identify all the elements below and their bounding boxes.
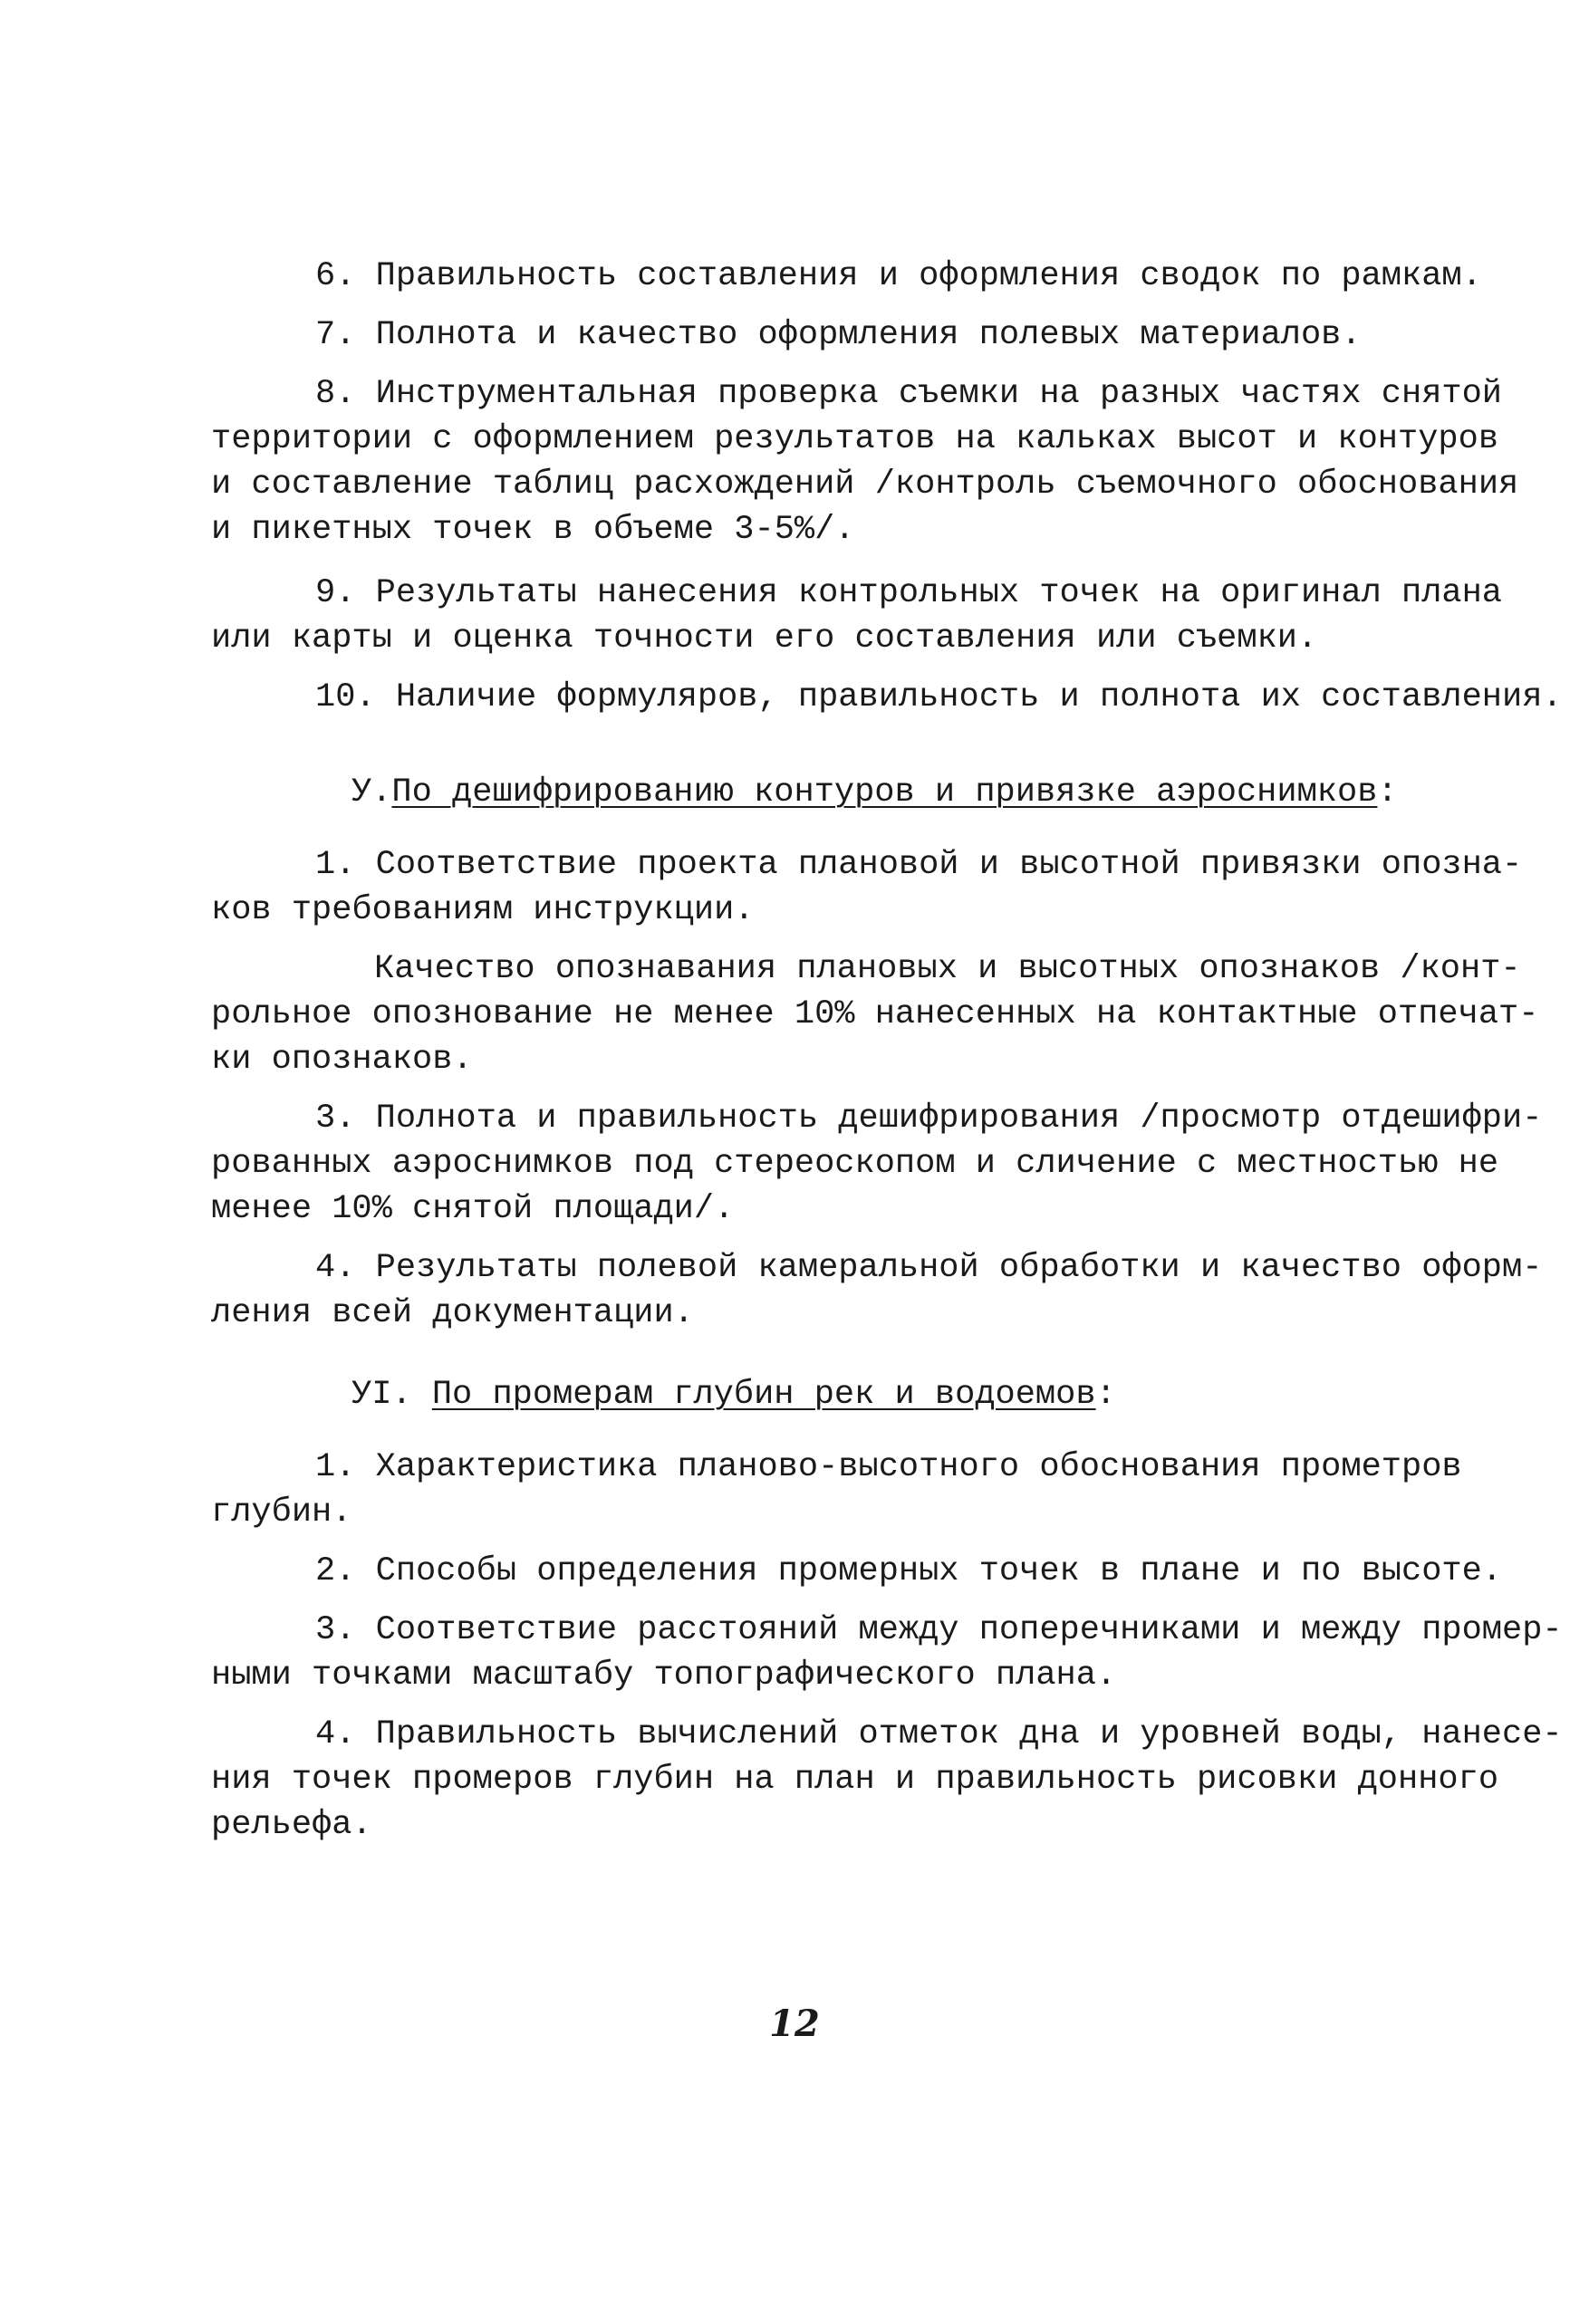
item-line: ков требованиям инструкции. <box>211 891 755 929</box>
list-item-7 <box>211 312 1470 358</box>
item-line: 3. Полнота и правильность дешифрирования /просмотр отдешифри- <box>315 1100 1543 1138</box>
item-line: 2. Способы определения промерных точек в плане и по высоте. <box>315 1552 1503 1590</box>
item-line: 4. Результаты полевой камеральной обработки и качество оформ- <box>315 1249 1543 1287</box>
item-line: ния точек промеров глубин на план и правильность рисовки донного <box>211 1761 1499 1799</box>
item-line: и составление таблиц расхождений /контроль съемочного обоснования <box>211 466 1519 504</box>
item-line: территории с оформлением результатов на кальках высот и контуров <box>211 420 1499 458</box>
section-title: По дешифрированию контуров и привязке аэроснимков <box>391 773 1378 811</box>
section-number: У. <box>352 773 392 811</box>
item-line: 7. Полнота и качество оформления полевых материалов. <box>315 316 1362 354</box>
list-item-8 <box>211 371 1519 552</box>
page-number: 12 <box>769 2002 820 2045</box>
item-line: рованных аэроснимков под стереоскопом и сличение с местностью не <box>211 1145 1499 1183</box>
item-line: или карты и оценка точности его составления или съемки. <box>211 619 1318 658</box>
list-item-v3 <box>211 1096 1543 1232</box>
section-title: По промерам глубин рек и водоемов <box>431 1376 1096 1414</box>
list-item-10 <box>211 675 1563 720</box>
item-line: 6. Правильность составления и оформления сводок по рамкам. <box>315 257 1482 295</box>
item-line: глубин. <box>211 1493 352 1532</box>
list-item-vi4 <box>211 1712 1563 1848</box>
item-line: 1. Соответствие проекта плановой и высотной привязки опозна- <box>315 846 1523 884</box>
item-line: рельефа. <box>211 1806 372 1844</box>
item-line: 1. Характеристика планово-высотного обоснования прометров <box>315 1448 1462 1486</box>
list-item-vi3 <box>211 1608 1563 1698</box>
list-item-v1 <box>211 842 1523 933</box>
section-colon: : <box>1377 773 1398 811</box>
section-heading-vi <box>352 1372 1116 1417</box>
item-line: менее 10% снятой площади/. <box>211 1190 735 1228</box>
list-item-9 <box>211 571 1503 661</box>
section-colon: : <box>1095 1376 1116 1414</box>
item-line: 10. Наличие формуляров, правильность и полнота их составления. <box>315 678 1563 716</box>
section-heading-v <box>352 770 1398 815</box>
section-number: УI. <box>352 1376 432 1414</box>
item-line: рольное опознование не менее 10% нанесенных на контактные отпечат- <box>211 995 1539 1033</box>
item-line: и пикетных точек в объеме 3-5%/. <box>211 511 855 549</box>
item-line: 8. Инструментальная проверка съемки на разных частях снятой <box>315 375 1503 413</box>
item-line: 4. Правильность вычислений отметок дна и уровней воды, нанесе- <box>315 1715 1563 1753</box>
list-item-6 <box>211 254 1482 299</box>
list-item-vi1 <box>211 1445 1470 1535</box>
item-line: 3. Соответствие расстояний между поперечниками и между промер- <box>315 1611 1563 1649</box>
item-line: Качество опознавания плановых и высотных опознаков /конт- <box>374 950 1521 988</box>
list-item-v4 <box>211 1245 1543 1336</box>
list-item-v2 <box>211 946 1539 1082</box>
item-line: ки опознаков. <box>211 1041 473 1079</box>
item-line: 9. Результаты нанесения контрольных точек на оригинал плана <box>315 574 1503 612</box>
item-line: ными точками масштабу топографического плана. <box>211 1657 1117 1695</box>
item-line: ления всей документации. <box>211 1294 694 1332</box>
list-item-vi2 <box>211 1549 1503 1594</box>
